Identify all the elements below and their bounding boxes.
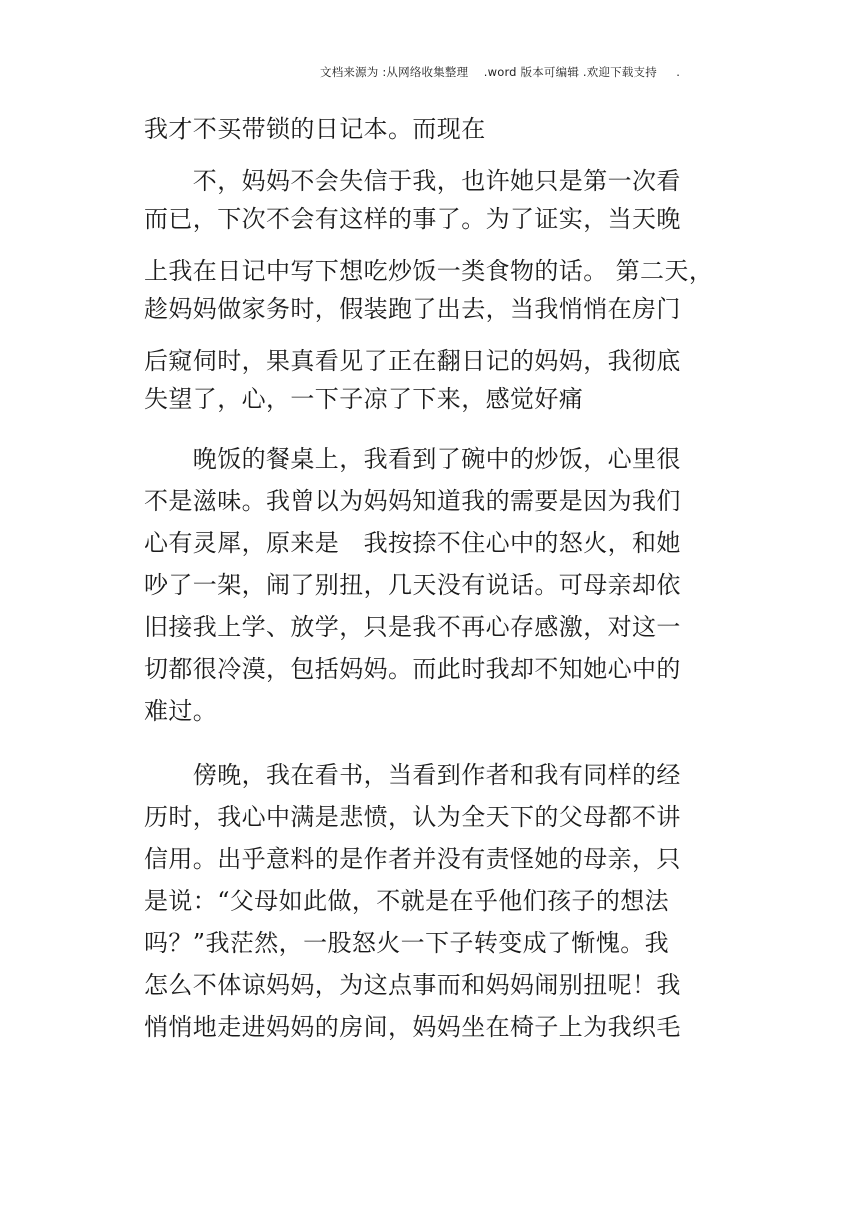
body-line: 上我在日记中写下想吃炒饭一类食物的话。 第二天， — [144, 257, 714, 285]
body-line: 信用。出乎意料的是作者并没有责怪她的母亲，只 — [144, 845, 681, 873]
body-line: 难过。 — [144, 697, 218, 725]
body-line: 怎么不体谅妈妈，为这点事而和妈妈闹别扭呢！我 — [144, 971, 681, 999]
body-line: 后窥伺时，果真看见了正在翻日记的妈妈，我彻底 — [144, 347, 681, 375]
body-line: 心有灵犀，原来是 我按捺不住心中的怒火，和她 — [144, 529, 681, 557]
body-line: 历时，我心中满是悲愤，认为全天下的父母都不讲 — [144, 803, 681, 831]
body-line: 是说：“父母如此做，不就是在乎他们孩子的想法 — [144, 887, 670, 915]
body-line: 失望了，心，一下子凉了下来，感觉好痛 — [144, 385, 584, 413]
body-line: 而已，下次不会有这样的事了。为了证实，当天晚 — [144, 205, 681, 233]
body-line: 晚饭的餐桌上，我看到了碗中的炒饭，心里很 — [144, 445, 681, 473]
body-line: 切都很冷漠，包括妈妈。而此时我却不知她心中的 — [144, 655, 681, 683]
body-line: 我才不买带锁的日记本。而现在 — [144, 115, 486, 143]
body-line: 趁妈妈做家务时，假装跑了出去，当我悄悄在房门 — [144, 295, 681, 323]
header-source-note: 文档来源为 :从网络收集整理 .word 版本可编辑 .欢迎下载支持 . — [320, 65, 681, 79]
body-line: 吵了一架，闹了别扭，几天没有说话。可母亲却依 — [144, 571, 681, 599]
body-line: 不，妈妈不会失信于我，也许她只是第一次看 — [144, 167, 681, 195]
body-line: 傍晚，我在看书，当看到作者和我有同样的经 — [144, 761, 681, 789]
body-line: 不是滋味。我曾以为妈妈知道我的需要是因为我们 — [144, 487, 681, 515]
body-line: 悄悄地走进妈妈的房间，妈妈坐在椅子上为我织毛 — [144, 1013, 681, 1041]
body-line: 旧接我上学、放学，只是我不再心存感激，对这一 — [144, 613, 681, 641]
body-line: 吗？”我茫然，一股怒火一下子转变成了惭愧。我 — [144, 929, 670, 957]
